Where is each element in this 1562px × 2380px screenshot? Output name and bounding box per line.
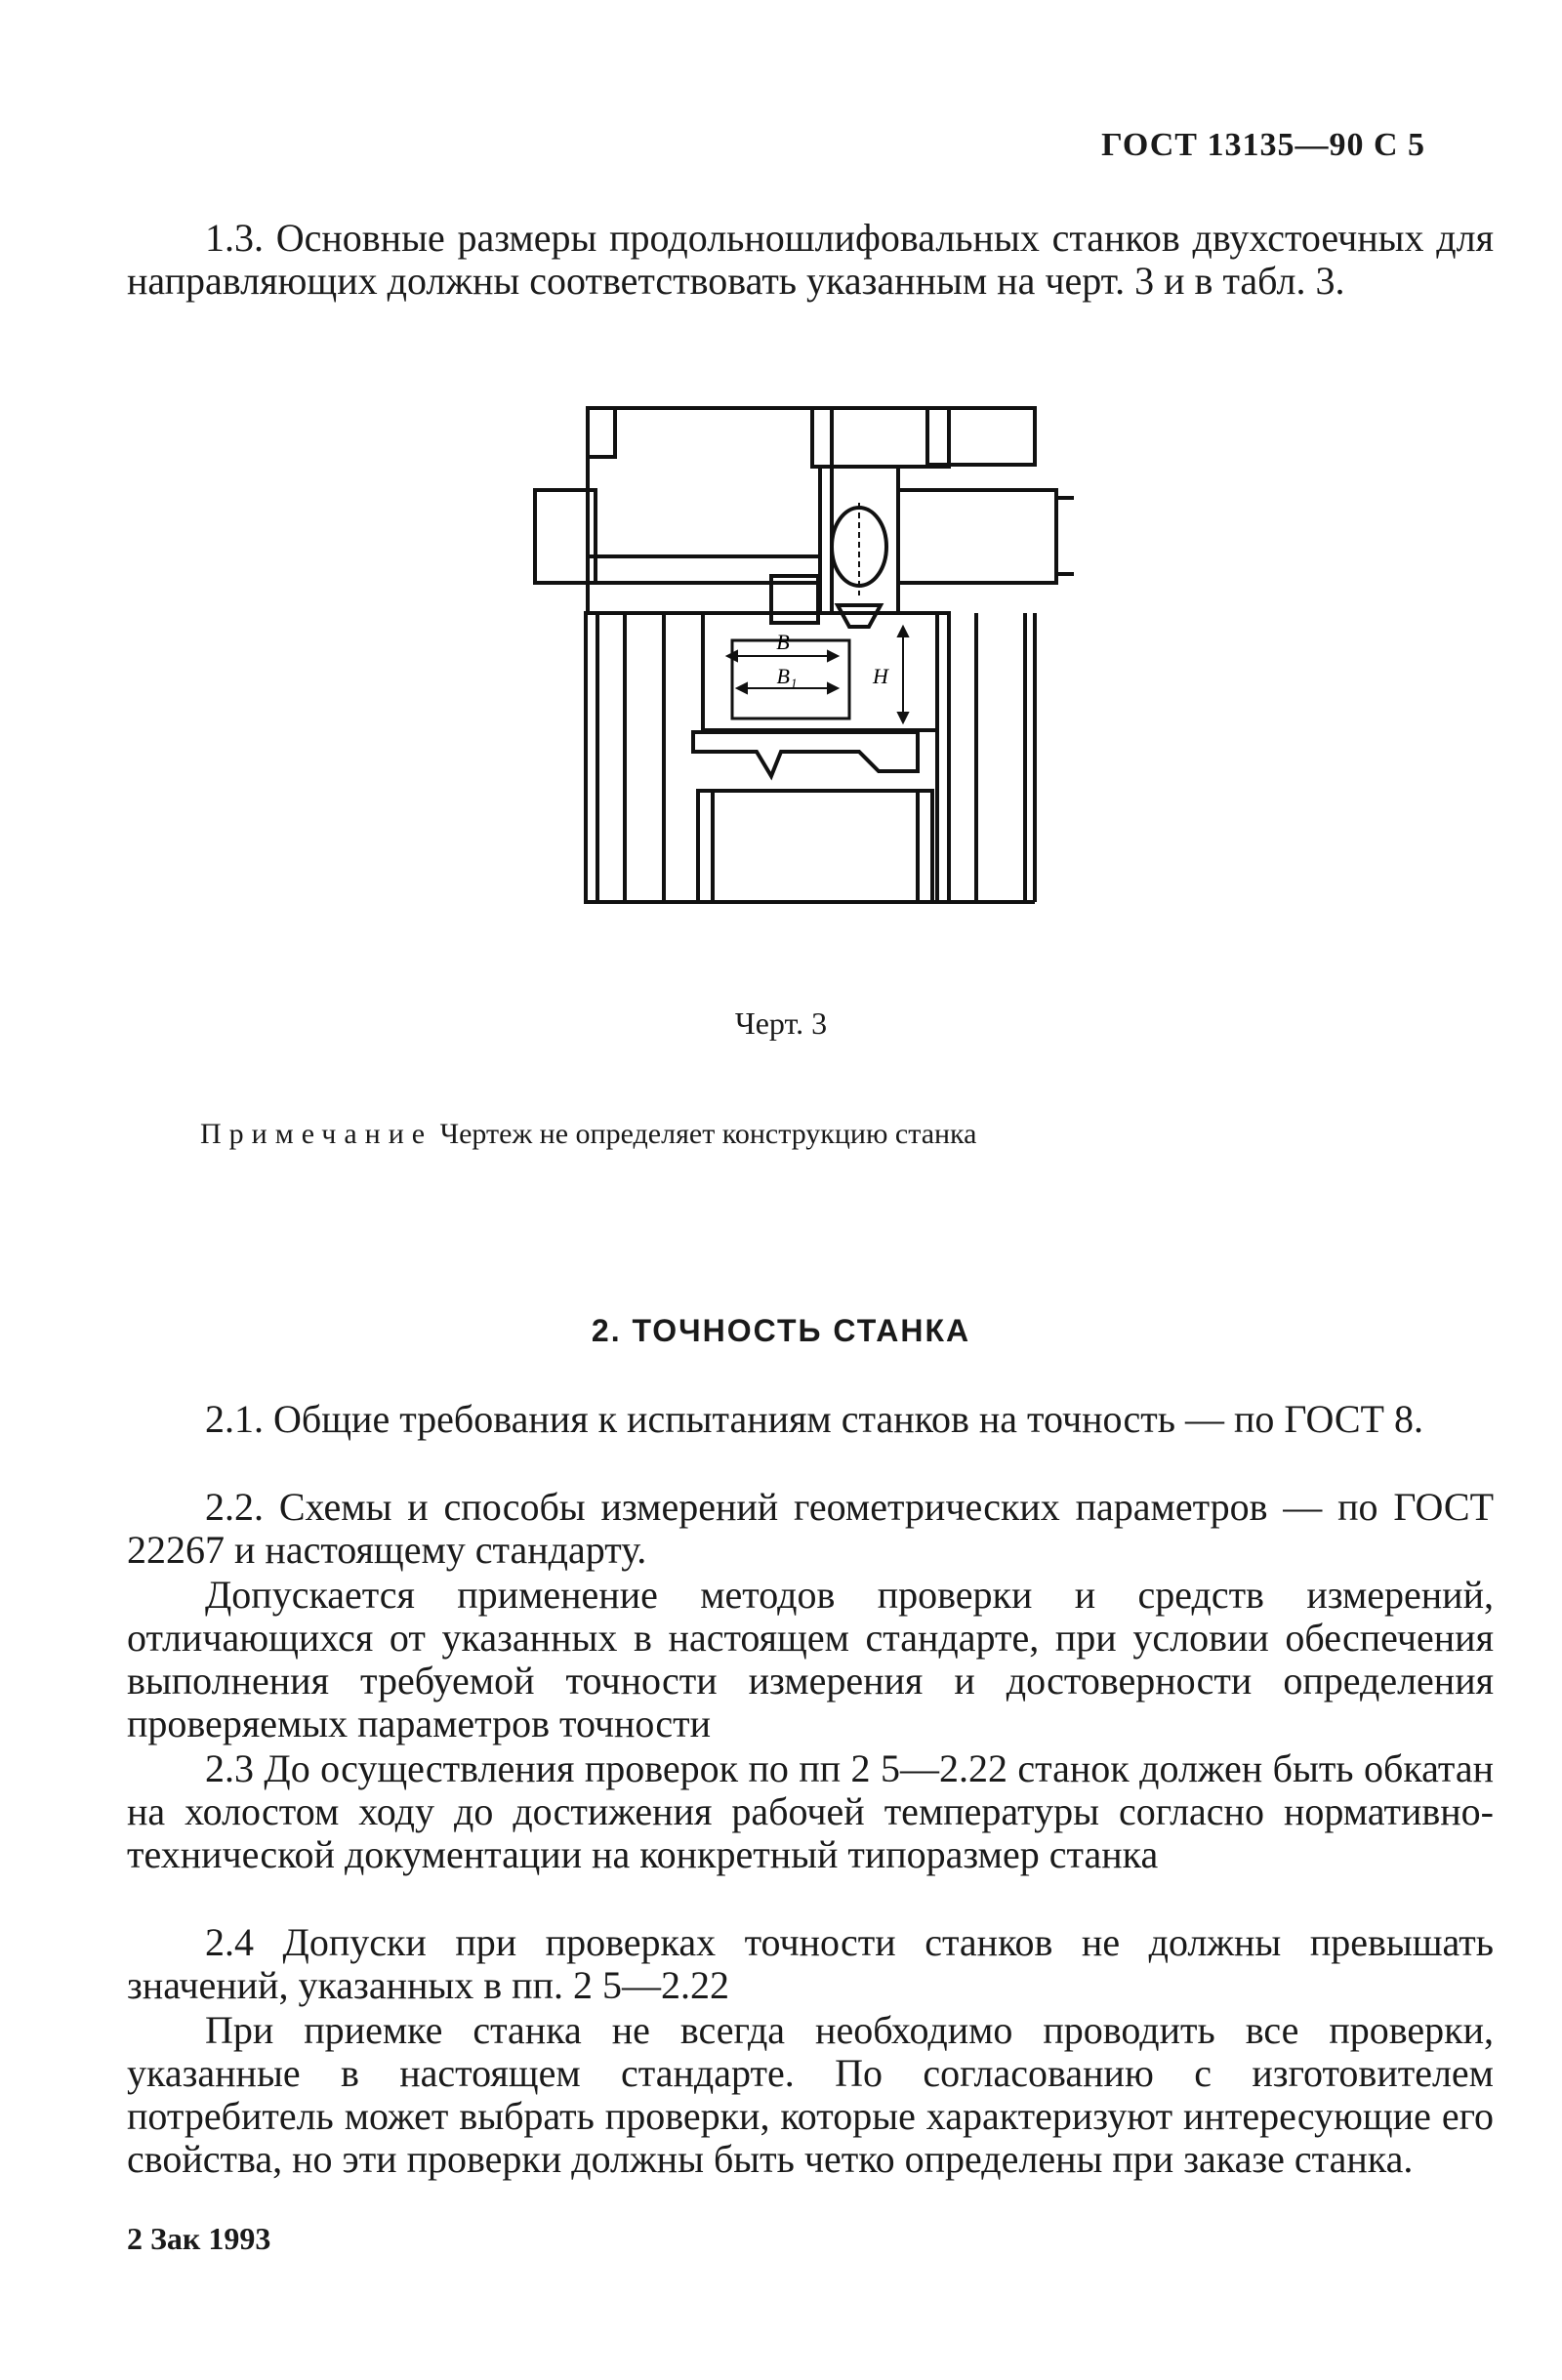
paragraph-2-3: 2.3 До осуществления проверок по пп 2 5—2.22 станок должен быть обкатан на холостом ходу до достижения рабочей температуры согласно нормативно-технической документации на конкретный типоразмер станка <box>127 1746 1494 1876</box>
right-housing <box>898 490 1056 583</box>
dim-b1-label: B₁ <box>776 664 798 688</box>
intro-paragraph: 1.3. Основные размеры продольношлифовальных станков двухстоечных для направляющих должны соответствовать указанным на черт. 3 и в табл. 3. <box>127 216 1494 303</box>
paragraph-2-4: 2.4 Допуски при проверках точности станков не должны превышать значений, указанных в пп. 2 5—2.22 <box>127 1920 1494 2007</box>
grinding-wheel <box>838 605 881 627</box>
dim-b-label: B <box>776 630 790 654</box>
paragraph-2-2: 2.2. Схемы и способы измерений геометрических параметров — по ГОСТ 22267 и настоящему стандарту. <box>127 1485 1494 1572</box>
right-top-cap <box>927 408 1035 465</box>
paragraph-methods: Допускается применение методов проверки и средств измерений, отличающихся от указанных в настоящем стандарте, при условии обеспечения выполнения требуемой точности измерения и достоверности определения проверяемых параметров точности <box>127 1573 1494 1745</box>
machine-bed <box>698 791 932 902</box>
machine-drawing <box>527 400 1074 908</box>
paragraph-2-1: 2.1. Общие требования к испытаниям станков на точность — по ГОСТ 8. <box>205 1397 1423 1441</box>
right-motor-box <box>1056 498 1074 574</box>
figure-caption: Черт. 3 <box>734 1005 828 1041</box>
note-text: Чертеж не определяет конструкцию станка <box>439 1118 977 1150</box>
paragraph-acceptance: При приемке станка не всегда необходимо проводить все проверки, указанные в настоящем стандарте. По согласованию с изготовителем потребитель может выбрать проверки, которые характеризуют интересующие его свойства, но эти проверки должны быть четко определены при заказе станка. <box>127 2008 1494 2181</box>
figure-note <box>200 1118 977 1151</box>
print-order-footer: 2 Зак 1993 <box>127 2221 271 2256</box>
guide-workpiece <box>693 732 918 776</box>
section-title: 2. ТОЧНОСТЬ СТАНКА <box>591 1313 971 1348</box>
note-label: Примечание <box>200 1118 433 1150</box>
dim-h-label: H <box>873 664 888 688</box>
standard-header: ГОСТ 13135—90 С 5 <box>1101 127 1425 163</box>
left-column-outer <box>586 613 597 902</box>
